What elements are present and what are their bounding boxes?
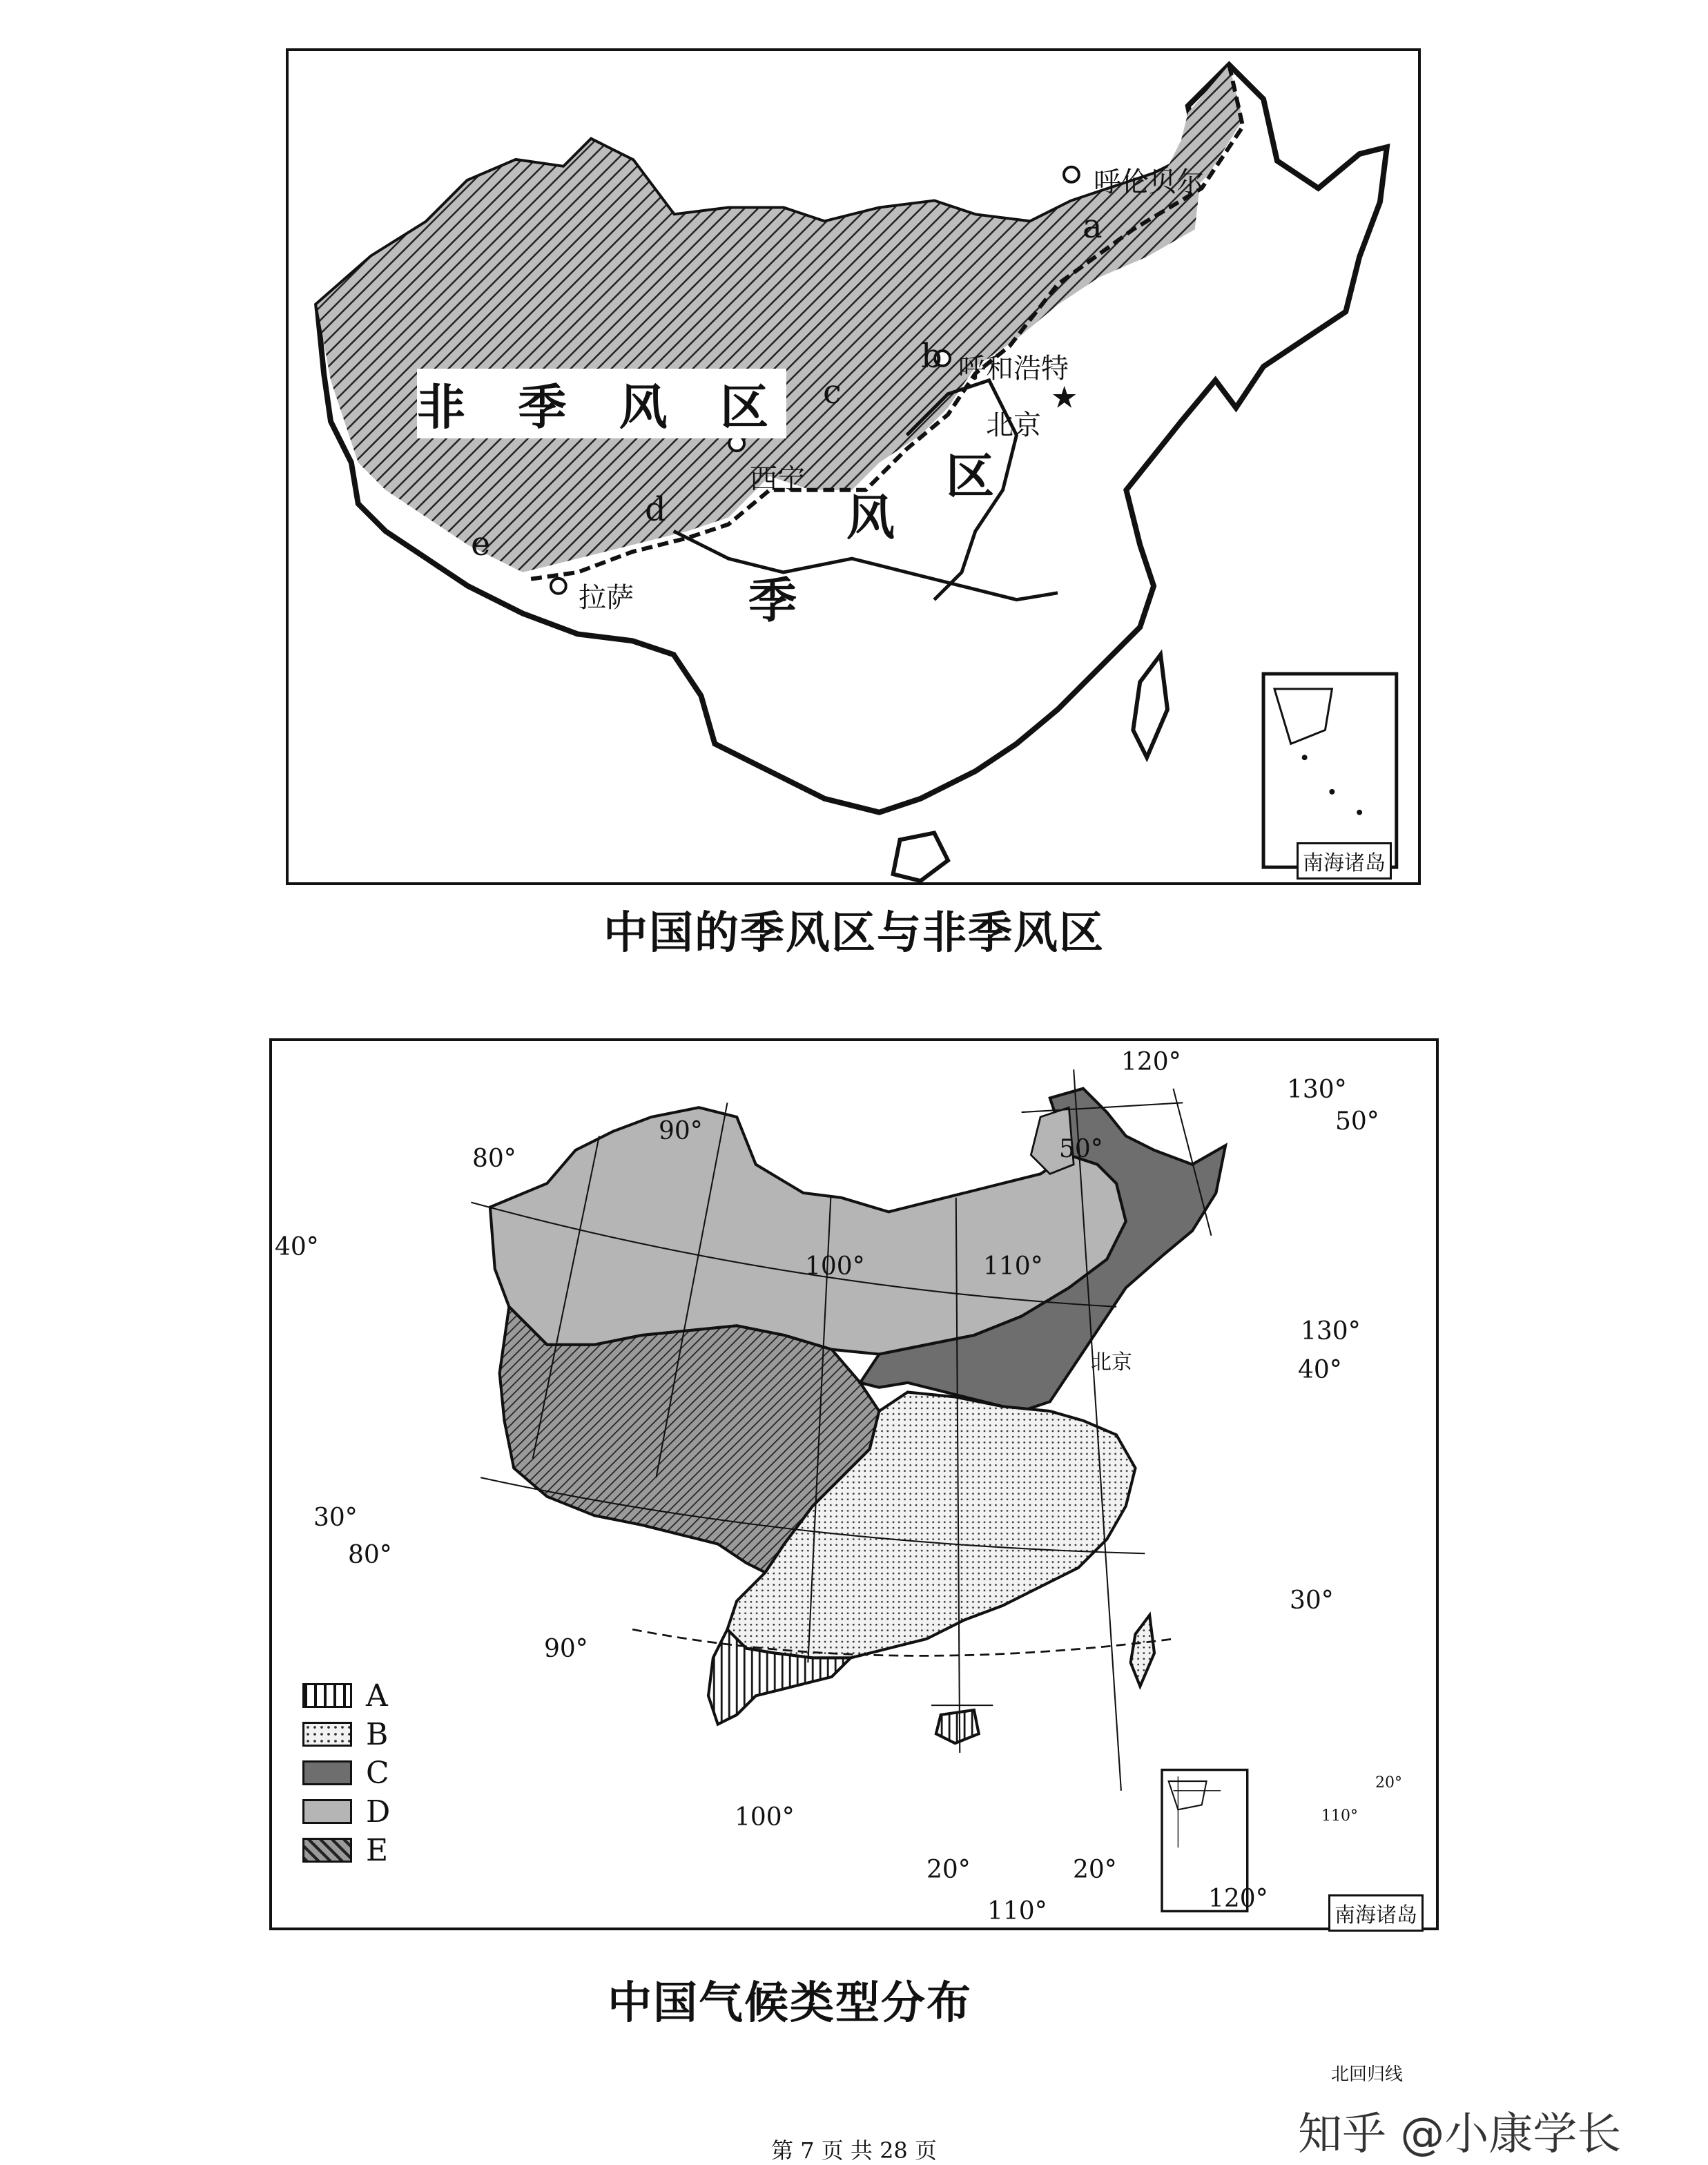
lon120-bottom-label: 120° [1208, 1885, 1268, 1913]
monsoon-label-qu: 区 [946, 448, 994, 505]
watermark: 知乎 @小康学长 [1298, 2109, 1622, 2160]
xining-label: 西宁 [750, 463, 805, 495]
lon130-right-label: 130° [1301, 1317, 1361, 1346]
climate-legend [302, 1676, 390, 1870]
inset-20-label: 20° [1375, 1774, 1402, 1792]
lhasa-label: 拉萨 [579, 582, 634, 614]
lat20-right-label: 20° [1073, 1856, 1117, 1884]
lat30-left-label: 30° [313, 1504, 358, 1532]
hainan-A [936, 1710, 979, 1743]
lon80-top-label: 80° [472, 1145, 516, 1173]
taiwan-island [1133, 654, 1167, 757]
legend-item-A [302, 1676, 390, 1715]
inset-110-label: 110° [1321, 1807, 1358, 1825]
lon100-bottom-label: 100° [735, 1803, 795, 1832]
point-a-label: a [1083, 207, 1103, 246]
lon120-top-label: 120° [1121, 1048, 1181, 1076]
inset-island-1 [1302, 755, 1308, 760]
inset-title-1: 南海诸岛 [1297, 842, 1392, 880]
legend-swatch-C [302, 1760, 352, 1785]
lhasa-marker [551, 579, 566, 594]
legend-swatch-B [302, 1722, 352, 1747]
point-c-label: c [823, 373, 842, 411]
legend-label-B: B [366, 1716, 389, 1752]
lat50-right-label: 50° [1335, 1107, 1379, 1136]
hohhot-label: 呼和浩特 [958, 353, 1069, 385]
legend-label-E: E [366, 1832, 389, 1868]
lon90-top-label: 90° [659, 1117, 703, 1145]
inset-island-2 [1329, 789, 1335, 795]
taiwan-A [1131, 1615, 1154, 1687]
lat30-right-label: 30° [1290, 1586, 1334, 1615]
legend-swatch-D [302, 1799, 352, 1824]
page-footer: 第 7 页 共 28 页 [771, 2137, 937, 2164]
inset-island-3 [1357, 810, 1362, 815]
monsoon-region-map [286, 48, 1421, 885]
lat40-right-label: 40° [1298, 1356, 1342, 1384]
lon100-top-label: 100° [805, 1252, 865, 1281]
non-monsoon-label: 非 季 风 区 [417, 369, 786, 438]
map2-caption: 中国气候类型分布 [608, 1978, 972, 2029]
legend-swatch-E [302, 1838, 352, 1863]
point-e-label: e [471, 525, 491, 563]
lat20-left-label: 20° [926, 1856, 971, 1884]
legend-label-A: A [366, 1678, 388, 1713]
lon80-bottom-label: 80° [348, 1541, 392, 1569]
inset-title-2: 南海诸岛 [1328, 1894, 1424, 1932]
monsoon-label-feng: 风 [846, 489, 895, 546]
lon110-top-label: 110° [983, 1252, 1043, 1281]
legend-item-D [302, 1792, 390, 1831]
point-d-label: d [645, 490, 666, 529]
legend-item-B [302, 1715, 390, 1754]
climate-map-graphic [272, 1041, 1436, 1933]
hulunbuir-label: 呼伦贝尔 [1094, 166, 1204, 198]
hulunbuir-marker [1064, 167, 1079, 182]
monsoon-label-ji: 季 [748, 572, 797, 629]
lat40-left-label: 40° [275, 1233, 319, 1261]
monsoon-map-graphic [289, 51, 1418, 882]
legend-label-D: D [366, 1794, 391, 1829]
lon110-bottom-label: 110° [987, 1897, 1047, 1925]
tropic-label: 北回归线 [1331, 2064, 1404, 2085]
hainan-island [893, 833, 948, 881]
lon130-top-label: 130° [1287, 1076, 1347, 1104]
legend-item-E [302, 1831, 390, 1870]
beijing-star-icon: ★ [1051, 380, 1078, 416]
legend-label-C: C [366, 1755, 389, 1791]
legend-item-C [302, 1754, 390, 1792]
beijing-label: 北京 [986, 409, 1041, 441]
legend-swatch-A [302, 1683, 352, 1708]
lat50-left-label: 50° [1059, 1135, 1103, 1163]
map1-caption: 中国的季风区与非季风区 [603, 908, 1105, 959]
lon90-bottom-label: 90° [544, 1635, 588, 1663]
point-b-label: b [921, 337, 942, 376]
beijing-label-2: 北京 [1091, 1350, 1132, 1375]
